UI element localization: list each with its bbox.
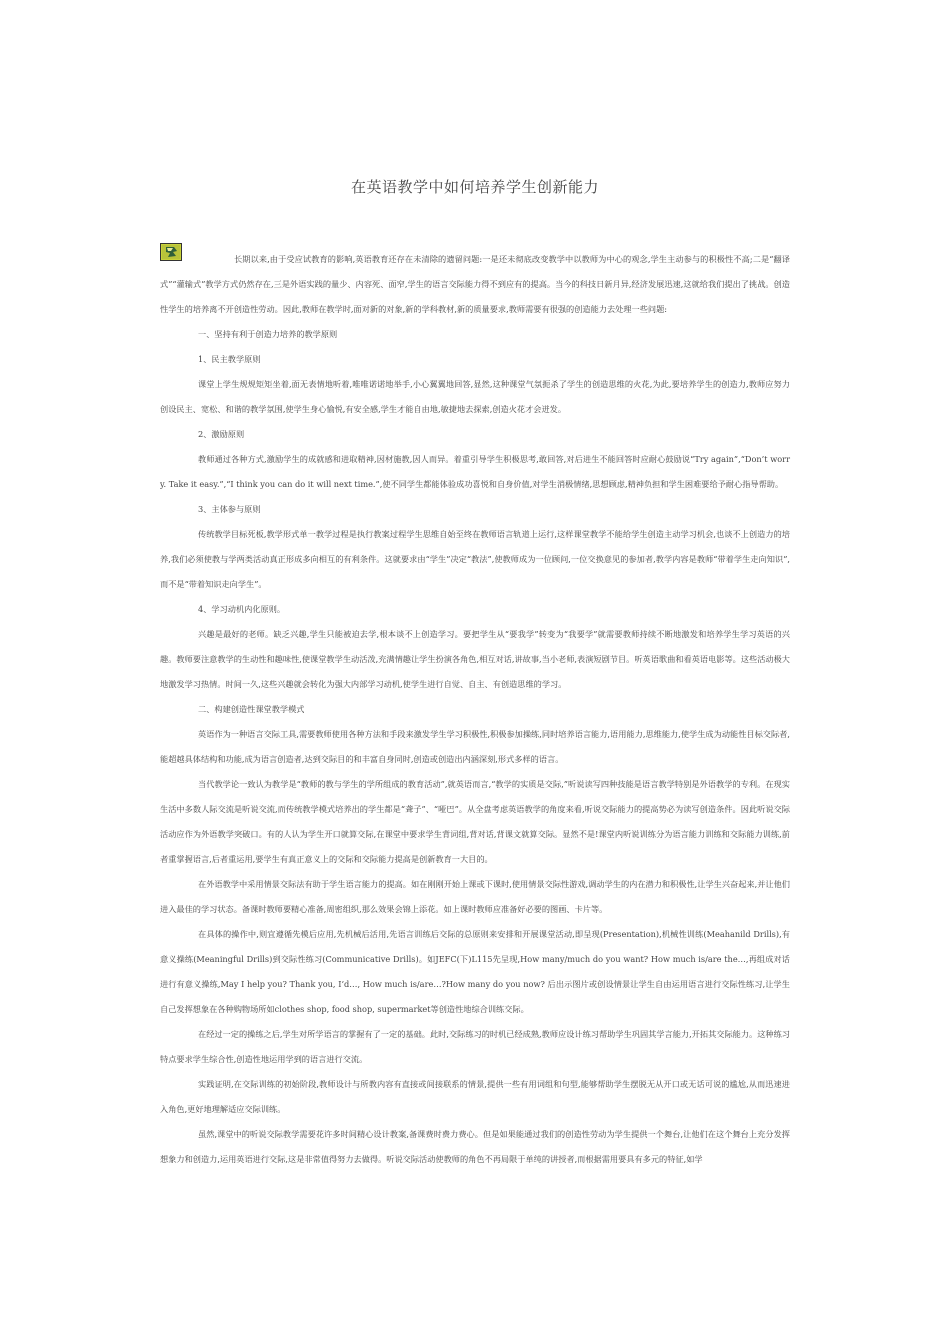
paragraph: 在外语教学中采用情景交际法有助于学生语言能力的提高。如在刚刚开始上课或下课时,使用情景交际性游戏,调动学生的内在潜力和积极性,让学生兴奋起来,并让他们进入最佳的学习状态。备课时教师要精心准备,周密组织,那么效果会锦上添花。如上课时教师应准备好必要的图画、卡片等。 [160, 879, 790, 914]
subsection-heading: 2、激励原则 [198, 429, 245, 439]
page-title: 在英语教学中如何培养学生创新能力 [350, 178, 599, 196]
paragraph: 课堂上学生规规矩矩坐着,面无表情地听着,唯唯诺诺地举手,小心翼翼地回答,显然,这种课堂气氛扼杀了学生的创造思维的火花,为此,要培养学生的创造力,教师应努力创设民主、宽松、和谐的教学氛围,使学生身心愉悦,有安全感,学生才能自由地,敏捷地去探索,创造火花才会迸发。 [160, 379, 790, 414]
subsection-heading: 4、学习动机内化原则。 [198, 604, 286, 614]
subsection-heading: 3、主体参与原则 [198, 504, 261, 514]
paragraph: 虽然,课堂中的听说交际教学需要花许多时间精心设计教案,备课费时费力费心。但是如果能通过我们的创造性劳动为学生提供一个舞台,让他们在这个舞台上充分发挥想象力和创造力,运用英语进行交际,这是非常值得努力去做得。听说交际活动使教师的角色不再局限于单纯的讲授者,而根据需用要具有多元的特征,如学 [160, 1129, 790, 1164]
document-icon [160, 243, 182, 261]
paragraph: 在经过一定的操练之后,学生对所学语言的掌握有了一定的基础。此时,交际练习的时机已经成熟,教师应设计练习帮助学生巩固其学言能力,开拓其交际能力。这种练习特点要求学生综合性,创造性地运用学到的语言进行交流。 [160, 1029, 790, 1064]
paragraph: 教师通过各种方式,激励学生的成就感和进取精神,因材施教,因人而异。着重引导学生积极思考,敢回答,对后进生不能回答时应耐心鼓励说“Try again”,“Don’t worry. Take it easy.”,“I think you can do it will next time.”,使不同学生都能体验成功喜悦和自身价值,对学生消极情绪,思想顾虑,精神负担和学生困难要给予耐心指导帮助。 [160, 454, 790, 489]
paragraph: 传统教学目标死板,教学形式单一教学过程是执行教案过程学生思维自始至终在教师语言轨道上运行,这样课堂教学不能给学生创造主动学习机会,也谈不上创造力的培养,我们必须使教与学两类活动真正形成多向相互的有利条件。这就要求由“学生”决定“教法”,使教师成为一位顾问,一位交换意见的参加者,教学内容是教师“带着学生走向知识”,而不是“带着知识走向学生”。 [160, 529, 790, 589]
paragraph: 当代教学论一致认为教学是“教师的教与学生的学所组成的教育活动”,就英语而言,“教学的实质是交际,”听说读写四种技能是语言教学特别是外语教学的专利。在现实生活中多数人际交流是听说交流,而传统教学模式培养出的学生都是“聋子”、“哑巴”。从全盘考虑英语教学的角度来看,听说交际能力的提高势必为读写创造条件。因此听说交际活动应作为外语教学突破口。有的人认为学生开口就算交际,在课堂中要求学生背词组,背对话,背课文就算交际。显然不是!课堂内听说训练分为语言能力训练和交际能力训练,前者重掌握语言,后者重运用,要学生有真正意义上的交际和交际能力提高是创新教育一大目的。 [160, 779, 790, 864]
paragraph: 实践证明,在交际训练的初始阶段,教师设计与所教内容有直接或间接联系的情景,提供一些有用词组和句型,能够帮助学生摆脱无从开口或无话可说的尴尬,从而迅速进入角色,更好地理解适应交际训练。 [160, 1079, 790, 1114]
paragraph: 兴趣是最好的老师。缺乏兴趣,学生只能被迫去学,根本谈不上创造学习。要把学生从“要我学”转变为“我要学”就需要教师持续不断地激发和培养学生学习英语的兴趣。教师要注意教学的生动性和趣味性,使课堂教学生动活泼,充满情趣让学生扮演各角色,相互对话,讲故事,当小老师,表演短剧节目。听英语歌曲和看英语电影等。这些活动极大地激发学习热情。时间一久,这些兴趣就会转化为强大内部学习动机,使学生进行自觉、自主、有创造思维的学习。 [160, 629, 790, 689]
paragraph: 在具体的操作中,则宜遵循先模后应用,先机械后活用,先语言训练后交际的总原则来安排和开展课堂活动,即呈现(Presentation),机械性训练(Meahanild Drills),有意义操练(Meaningful Drills)到交际性练习(Communicative Drills)。如JEFC(下)L115先呈现,How many/much do you want? How much is/are the…,再组成对话进行有意义操练,May I help you? Thank you, I’d…, How much is/are…?How many do you now? 后出示图片或创设情景让学生自由运用语言进行交际性练习,让学生自己发挥想象在各种购物场所如clothes shop, food shop, supermarket等创造性地综合训练交际。 [160, 929, 790, 1014]
section-heading: 二、构建创造性课堂教学模式 [198, 704, 305, 714]
subsection-heading: 1、民主教学原则 [198, 354, 261, 364]
paragraph: 长期以来,由于受应试教育的影响,英语教育还存在未清除的遗留问题:一是还未彻底改变教学中以教师为中心的观念,学生主动参与的积极性不高;二是“翻译式”“灌输式”教学方式仍然存在,三是外语实践的量少、内容死、面窄,学生的语言交际能力得不到应有的提高。当今的科技日新月异,经济发展迅速,这就给我们提出了挑战。创造性学生的培养离不开创造性劳动。因此,教师在教学时,面对新的对象,新的学科教材,新的质量要求,教师需要有很强的创造能力去处理一些问题: [160, 254, 790, 314]
section-heading: 一、坚持有利于创造力培养的教学原则 [198, 329, 338, 339]
paragraph: 英语作为一种语言交际工具,需要教师使用各种方法和手段来激发学生学习积极性,积极参加操练,同时培养语言能力,语用能力,思维能力,使学生成为动能性目标交际者,能超越具体结构和功能,成为语言创造者,达到交际目的和丰富自身同时,创造或创造出内涵深刻,形式多样的语言。 [160, 729, 790, 764]
document-body [160, 247, 790, 1172]
